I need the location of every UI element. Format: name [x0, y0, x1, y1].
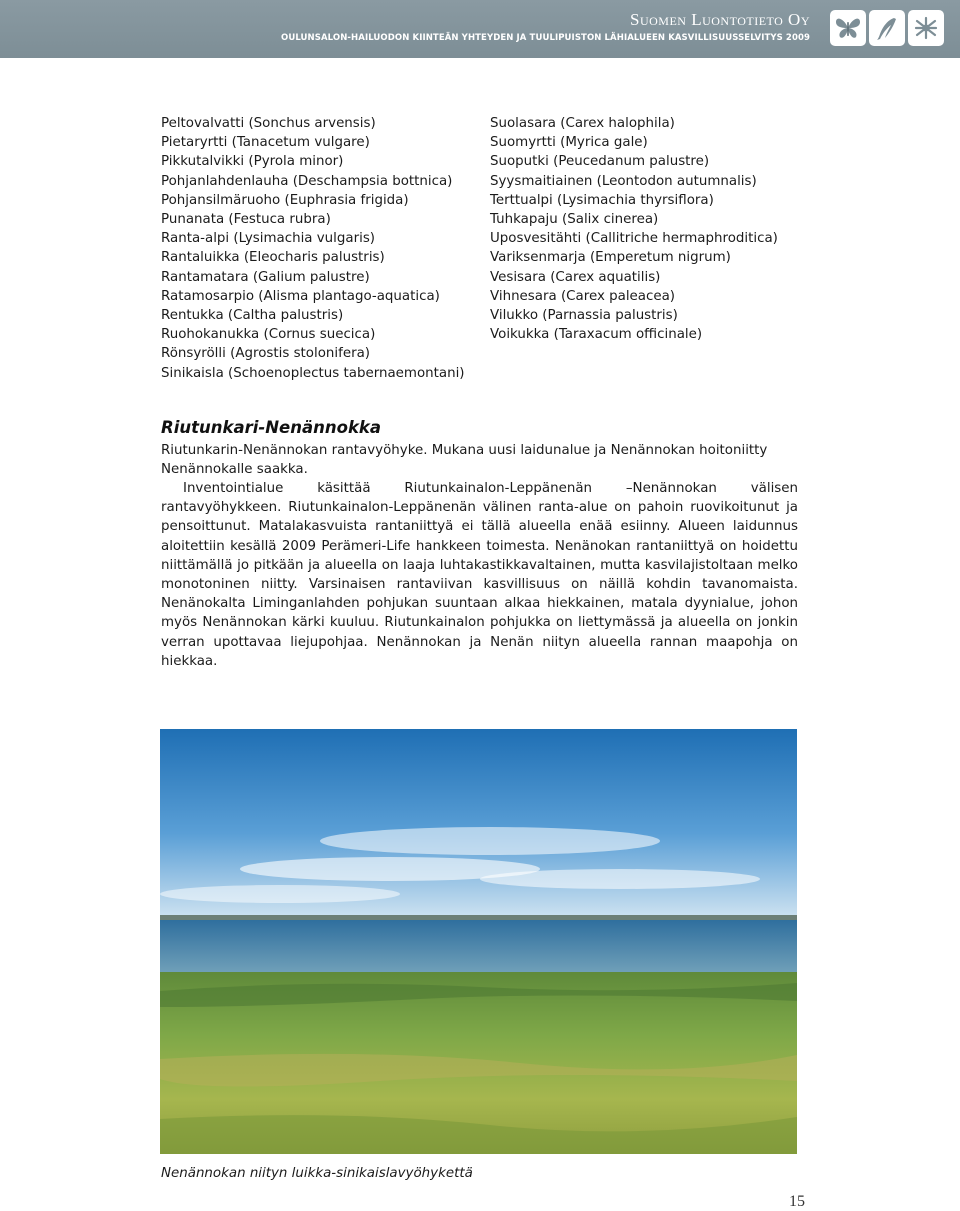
species-item: Voikukka (Taraxacum officinale): [490, 327, 703, 343]
species-item: Pikkutalvikki (Pyrola minor): [161, 154, 344, 170]
species-item: Vesisara (Carex aquatilis): [490, 269, 661, 285]
species-item: Pohjanlahdenlauha (Deschampsia bottnica): [161, 173, 453, 189]
bird-icon: [869, 10, 905, 46]
species-item: Terttualpi (Lysimachia thyrsiflora): [490, 192, 714, 208]
section-subtitle: Riutunkarin-Nenännokan rantavyöhyke. Mukana uusi laidunalue ja Nenännokan hoitoniitty Nenännokalle saakka.: [161, 443, 768, 478]
species-item: Pohjansilmäruoho (Euphrasia frigida): [161, 192, 409, 208]
header-band: [0, 0, 960, 58]
page-number: 15: [789, 1193, 805, 1210]
section-body: Inventointialue käsittää Riutunkainalon-Leppänenän –Nenännokan välisen rantavyöhykkeen. Riutunkainalon-Leppänenän välinen ranta-alue on pahoin ruovikoitunut ja pensoittunut. Matalakasvuista rantaniittyä ei tällä alueella enää esiinny. Alueen laidunnus aloitettiin kesällä 2009 Perämeri-Life hankkeen toimesta. Nenänokan rantaniittyä on hoidettu niittämällä jo pitkään ja alueella on laaja luhtakastikkavaltainen, mutta kasvilajistoltaan melko monotoninen niitty. Varsinaisen rantaviivan kasvillisuus on näillä kohdin tavanomaista. Nenänokalta Liminganlahden pohjukan suuntaan alkaa hiekkainen, matala dyynialue, johon myös Nenännokan kärki kuuluu. Riutunkainalon pohjukka on liettymässä ja alueella on jonkin verran upottavaa liejupohjaa. Nenännokan ja Nenän niityn alueella rannan maapohja on hiekkaa.: [161, 481, 798, 669]
plant-icon: [908, 10, 944, 46]
species-item: Syysmaitiainen (Leontodon autumnalis): [490, 173, 757, 189]
species-item: Ruohokanukka (Cornus suecica): [161, 327, 376, 343]
report-title: OULUNSALON-HAILUODON KIINTEÄN YHTEYDEN JA TUULIPUISTON LÄHIALUEEN KASVILLISUUSSELVITYS 2009: [281, 33, 810, 43]
company-name: Suomen Luontotieto Oy: [630, 10, 810, 29]
species-item: Tuhkapaju (Salix cinerea): [490, 212, 659, 228]
species-item: Variksenmarja (Emperetum nigrum): [490, 250, 731, 266]
species-item: Punanata (Festuca rubra): [161, 212, 331, 228]
species-item: Pietaryrtti (Tanacetum vulgare): [161, 135, 370, 151]
species-item: Sinikaisla (Schoenoplectus tabernaemontani): [161, 365, 465, 381]
meadow-photo: [160, 729, 797, 1154]
species-item: Suomyrtti (Myrica gale): [490, 135, 648, 151]
logo-group: [830, 10, 944, 46]
section-heading: Riutunkari-Nenännokka: [161, 418, 382, 437]
species-item: Suoputki (Peucedanum palustre): [490, 154, 710, 170]
species-item: Ranta-alpi (Lysimachia vulgaris): [161, 231, 376, 247]
species-item: Rantaluikka (Eleocharis palustris): [161, 250, 385, 266]
species-item: Peltovalvatti (Sonchus arvensis): [161, 116, 376, 131]
species-list-left: [161, 114, 465, 383]
species-item: Rönsyrölli (Agrostis stolonifera): [161, 346, 370, 362]
species-list-right: [490, 114, 778, 344]
photo-caption: Nenännokan niityn luikka-sinikaislavyöhykettä: [161, 1166, 473, 1181]
species-item: Rantamatara (Galium palustre): [161, 269, 370, 285]
butterfly-icon: [830, 10, 866, 46]
species-item: Suolasara (Carex halophila): [490, 116, 675, 131]
species-item: Rentukka (Caltha palustris): [161, 308, 344, 324]
species-item: Uposvesitähti (Callitriche hermaphroditica): [490, 231, 778, 247]
species-item: Vihnesara (Carex paleacea): [490, 288, 676, 304]
species-item: Ratamosarpio (Alisma plantago-aquatica): [161, 288, 440, 304]
species-item: Vilukko (Parnassia palustris): [490, 308, 678, 324]
